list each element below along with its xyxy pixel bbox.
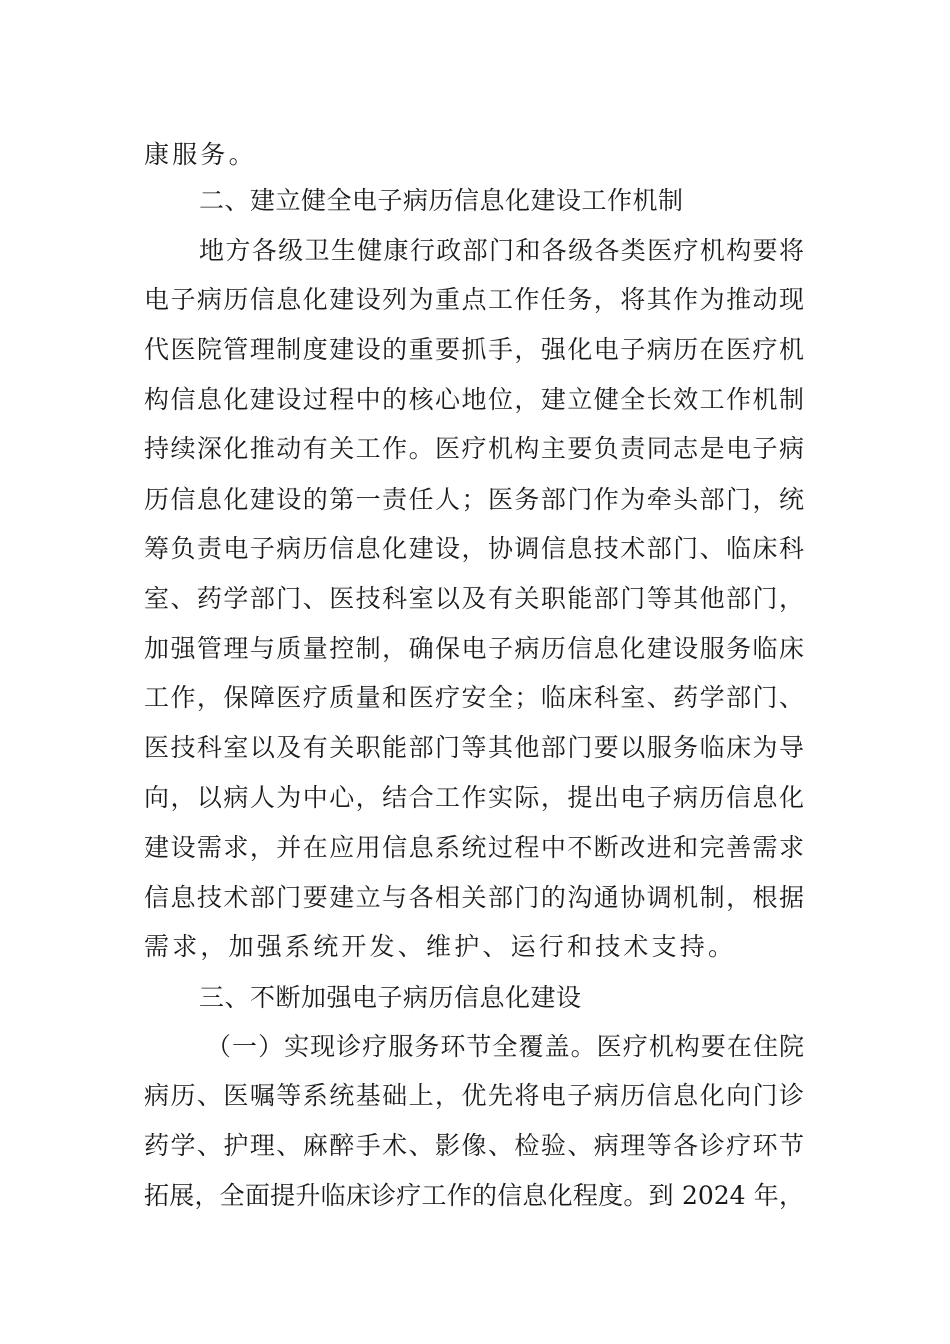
text-line: 筹负责电子病历信息化建设，协调信息技术部门、临床科 — [144, 534, 804, 563]
text-line: 病历、医嘱等系统基础上，优先将电子病历信息化向门诊 — [144, 1081, 804, 1110]
text-line: 构信息化建设过程中的核心地位，建立健全长效工作机制 — [144, 385, 804, 414]
text-line: 加强管理与质量控制，确保电子病历信息化建设服务临床 — [144, 634, 804, 663]
text-line: 工作，保障医疗质量和医疗安全；临床科室、药学部门、 — [144, 683, 804, 712]
text-line: 药学、护理、麻醉手术、影像、检验、病理等各诊疗环节 — [144, 1131, 804, 1160]
text-line: 电子病历信息化建设列为重点工作任务，将其作为推动现 — [144, 285, 804, 314]
text-line: 康服务。 — [144, 140, 257, 169]
text-line: 持续深化推动有关工作。医疗机构主要负责同志是电子病 — [144, 434, 804, 463]
text-line: 医技科室以及有关职能部门等其他部门要以服务临床为导 — [144, 733, 804, 762]
text-line: 向，以病人为中心，结合工作实际，提出电子病历信息化 — [144, 783, 804, 812]
paragraph-first-line: （一）实现诊疗服务环节全覆盖。医疗机构要在住院 — [206, 1032, 804, 1061]
paragraph-last-line: 需求，加强系统开发、维护、运行和技术支持。 — [144, 932, 737, 961]
text-line: 建设需求，并在应用信息系统过程中不断改进和完善需求 — [144, 833, 804, 862]
text-line: 代医院管理制度建设的重要抓手，强化电子病历在医疗机 — [144, 335, 804, 364]
text-line: 拓展，全面提升临床诊疗工作的信息化程度。到 2024 年， — [144, 1181, 804, 1210]
section-heading: 二、建立健全电子病历信息化建设工作机制 — [199, 186, 684, 215]
paragraph-first-line: 地方各级卫生健康行政部门和各级各类医疗机构要将 — [199, 236, 804, 265]
text-line: 室、药学部门、医技科室以及有关职能部门等其他部门， — [144, 584, 804, 613]
section-heading: 三、不断加强电子病历信息化建设 — [199, 983, 582, 1012]
text-line: 历信息化建设的第一责任人；医务部门作为牵头部门，统 — [144, 485, 804, 514]
text-line: 信息技术部门要建立与各相关部门的沟通协调机制，根据 — [144, 883, 804, 912]
